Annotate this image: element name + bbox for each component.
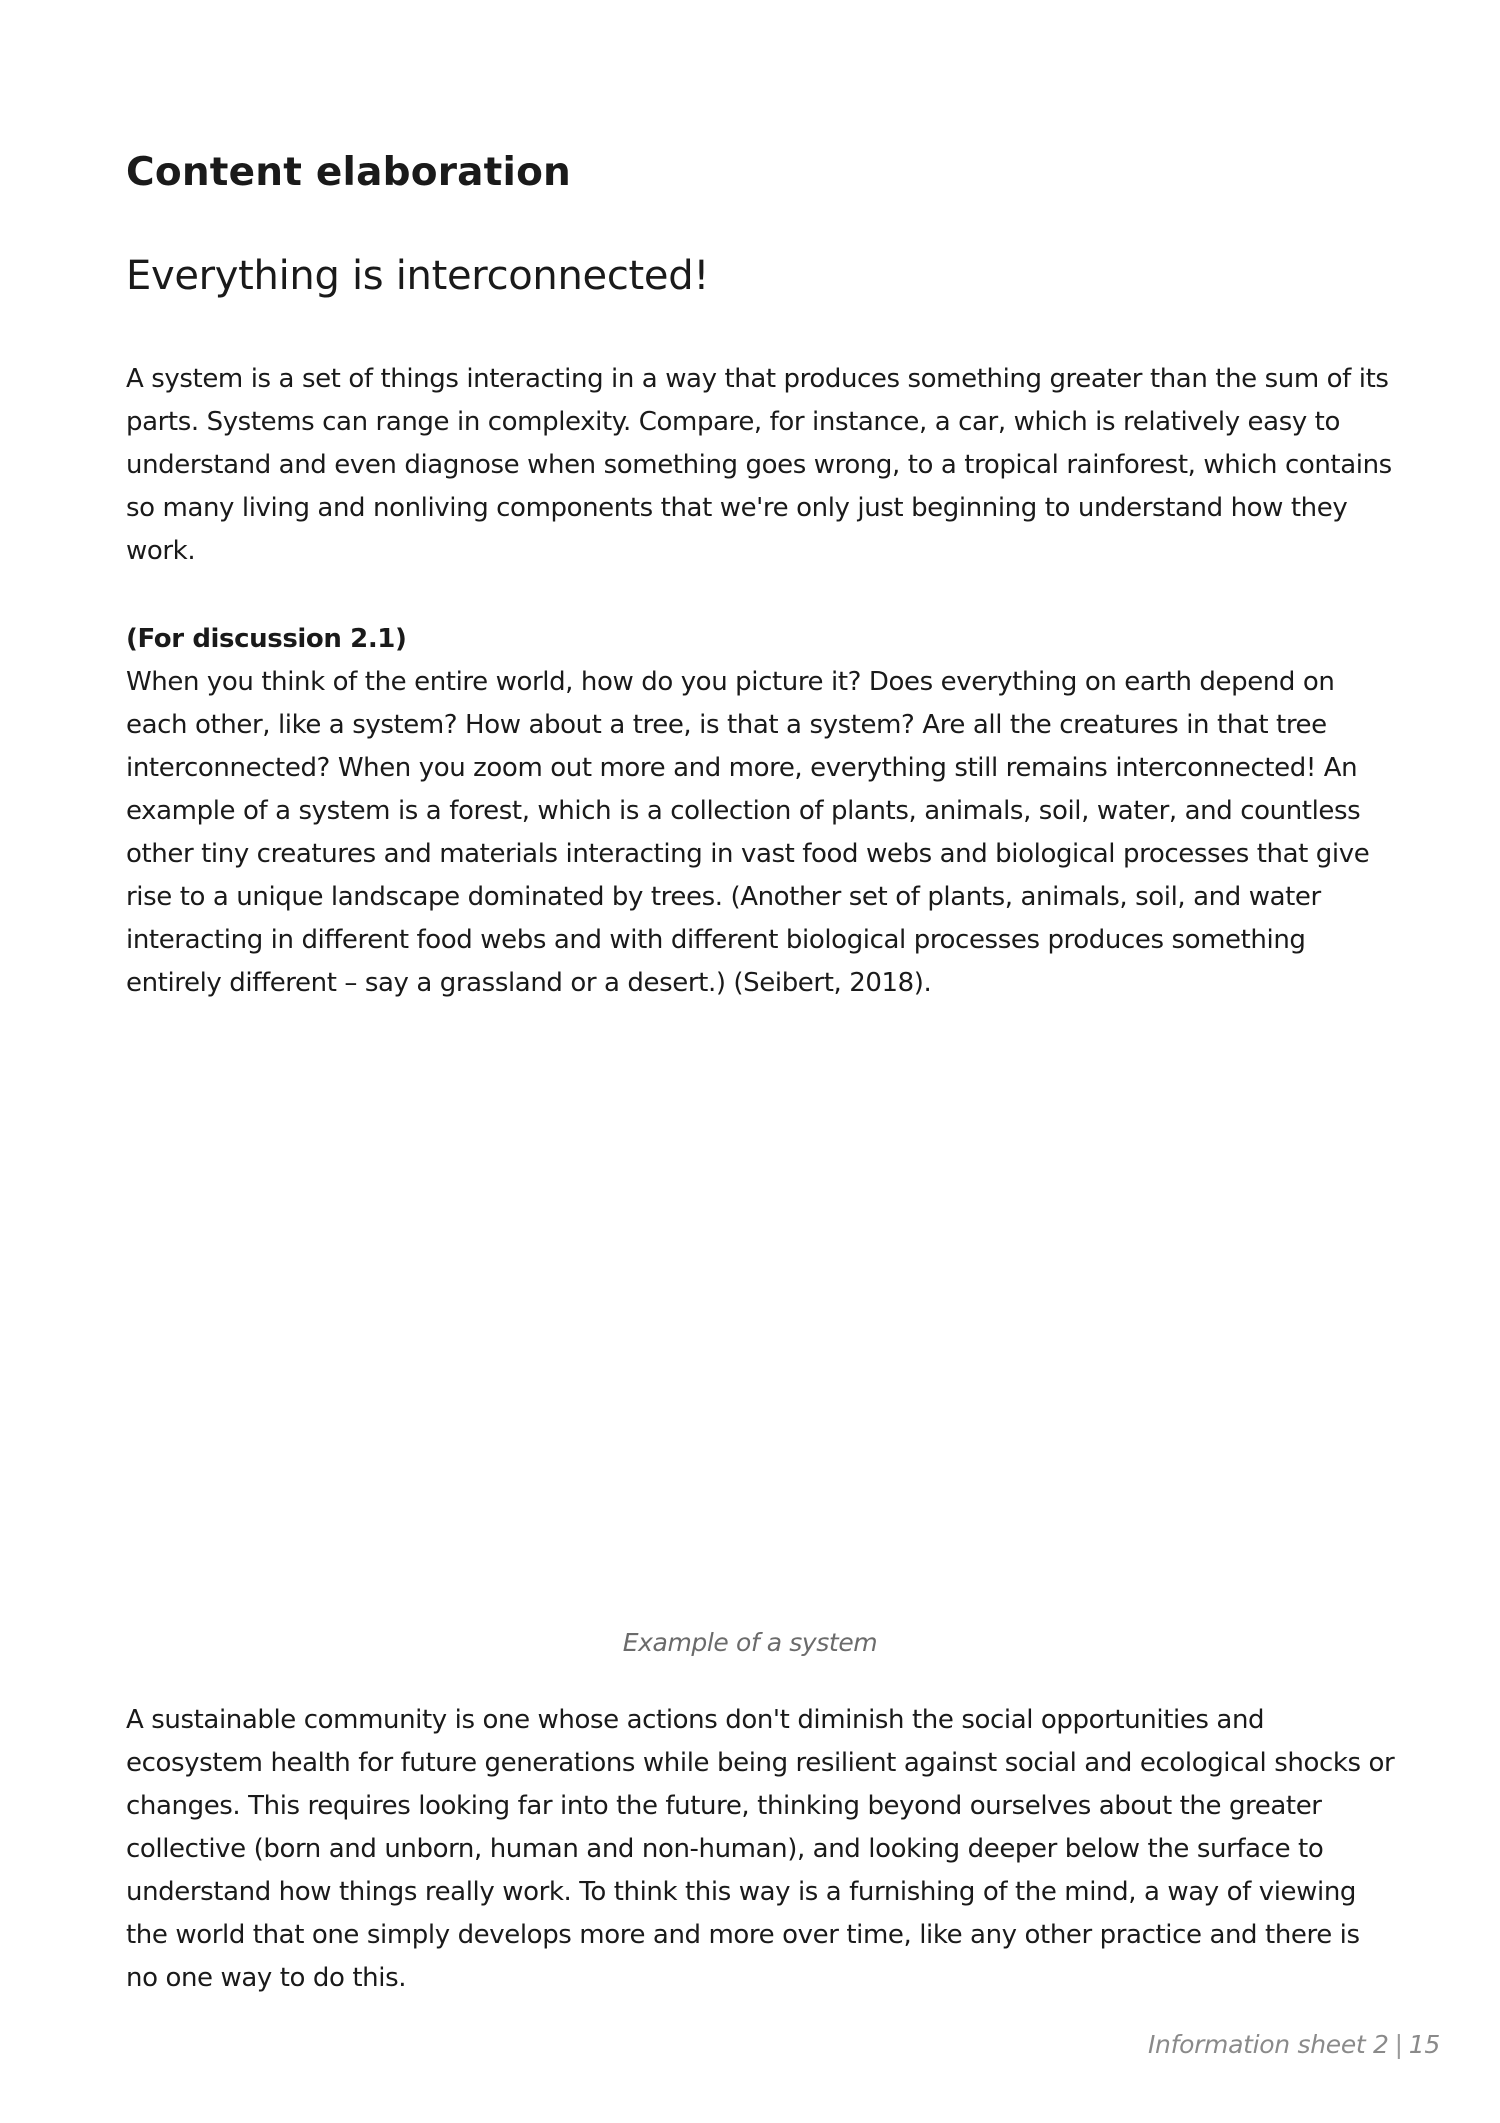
intro-paragraph: A system is a set of things interacting in a way that produces something greater than the sum of its parts. Systems can range in complexity. Compare, for instance, a car, which is relatively easy to understand and even diagnose when something goes wrong, to a tropical rainforest, which contains so many living and nonliving components that we're only just beginning to understand how they work.	[126, 364, 1392, 566]
page-footer	[1148, 2030, 1440, 2059]
figure-caption: Example of a system	[622, 1628, 878, 1657]
footer-separator: |	[1394, 2030, 1403, 2059]
section-title: Content elaboration	[126, 150, 572, 195]
system-figure-area	[126, 1030, 1380, 1610]
discussion-paragraph: When you think of the entire world, how do you picture it? Does everything on earth depend on each other, like a system? How about a tree, is that a system? Are all the creatures in that tree interconnected? When you zoom out more and more, everything still remains interconnected! An example of a system is a forest, which is a collection of plants, animals, soil, water, and countless other tiny creatures and materials interacting in vast food webs and biological processes that give rise to a unique landscape dominated by trees. (Another set of plants, animals, soil, and water interacting in different food webs and with different biological processes produces something entirely different – say a grassland or a desert.) (Seibert, 2018).	[126, 667, 1370, 998]
footer-sheet-label: Information sheet 2	[1147, 2030, 1389, 2059]
discussion-heading: (For discussion 2.1)	[126, 624, 407, 654]
subtitle: Everything is interconnected!	[126, 253, 710, 299]
footer-page-number: 15	[1408, 2030, 1440, 2059]
sustainable-community-paragraph: A sustainable community is one whose actions don't diminish the social opportunities and ecosystem health for future generations while being resilient against social and ecological shocks or changes. This requires looking far into the future, thinking beyond ourselves about the greater collective (born and unborn, human and non-human), and looking deeper below the surface to understand how things really work. To think this way is a furnishing of the mind, a way of viewing the world that one simply develops more and more over time, like any other practice and there is no one way to do this.	[126, 1705, 1395, 1993]
